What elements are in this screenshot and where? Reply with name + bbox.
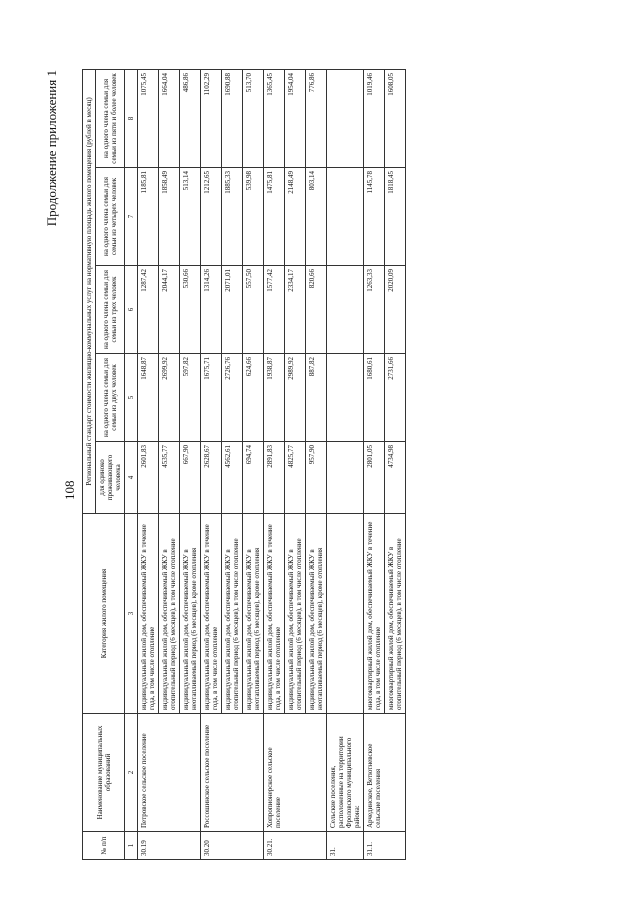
category-cell: индивидуальный жилой дом, обеспечиваемый ЖКУ в неотапливаемый период (6 месяцев), кроме отопления — [180, 514, 201, 714]
category-cell: индивидуальный жилой дом, обеспечиваемый ЖКУ в неотапливаемый период (6 месяцев), кроме отопления — [243, 514, 264, 714]
row-number: 31.1. — [364, 832, 406, 860]
value-cell: 2020,09 — [385, 266, 406, 354]
category-cell — [327, 514, 364, 714]
value-cell: 667,90 — [180, 442, 201, 514]
page-number: 108 — [62, 480, 77, 500]
header-number: № п/п — [83, 832, 125, 860]
value-cell: 803,14 — [306, 168, 327, 266]
value-cell: 4734,98 — [385, 442, 406, 514]
value-cell: 1475,81 — [264, 168, 285, 266]
value-cell: 4825,77 — [285, 442, 306, 514]
value-cell: 624,66 — [243, 354, 264, 442]
table-row — [364, 69, 385, 859]
value-cell: 486,86 — [180, 69, 201, 167]
column-number: 1 — [125, 832, 138, 860]
value-cell: 2601,83 — [138, 442, 159, 514]
value-cell: 1577,42 — [264, 266, 285, 354]
header-municipality: Наименование муниципальных образований — [83, 714, 125, 832]
category-cell: индивидуальный жилой дом, обеспечиваемый ЖКУ в неотапливаемый период (6 месяцев), кроме отопления — [306, 514, 327, 714]
category-cell: индивидуальный жилой дом, обеспечиваемый ЖКУ в отопительный период (6 месяцев), в том числе отопление — [222, 514, 243, 714]
value-cell: 1818,45 — [385, 168, 406, 266]
value-cell: 2334,17 — [285, 266, 306, 354]
header-two: на одного члена семьи для семьи из двух человек — [96, 354, 125, 442]
category-cell: индивидуальный жилой дом, обеспечиваемый ЖКУ в отопительный период (6 месяцев), в том числе отопление — [285, 514, 306, 714]
header-three: на одного члена семьи для семьи из трех человек — [96, 266, 125, 354]
table-row — [264, 69, 285, 859]
value-cell: 1608,05 — [385, 69, 406, 167]
table-row — [138, 69, 159, 859]
value-cell: 1212,65 — [201, 168, 222, 266]
value-cell: 4562,61 — [222, 442, 243, 514]
category-cell: индивидуальный жилой дом, обеспечиваемый ЖКУ в течение года, в том числе отопление — [264, 514, 285, 714]
header-group: Региональный стандарт стоимости жилищно-коммунальных услуг на нормативную площадь жилого помещения (рублей в месяц) — [83, 69, 96, 513]
value-cell: 2699,92 — [159, 354, 180, 442]
row-number: 31. — [327, 832, 364, 860]
appendix-label: Продолжение приложения 1 — [44, 70, 59, 227]
column-number: 8 — [125, 69, 138, 167]
category-cell: многоквартирный жилой дом, обеспечиваемый ЖКУ в течение года, в том числе отопление — [364, 514, 385, 714]
value-cell: 1680,61 — [364, 354, 385, 442]
value-cell: 2726,76 — [222, 354, 243, 442]
column-number: 5 — [125, 354, 138, 442]
value-cell: 597,82 — [180, 354, 201, 442]
value-cell: 557,50 — [243, 266, 264, 354]
value-cell: 513,70 — [243, 69, 264, 167]
table-row — [327, 69, 364, 859]
value-cell: 2044,17 — [159, 266, 180, 354]
value-cell — [327, 168, 364, 266]
header-four: на одного члена семьи для семьи из четырех человек — [96, 168, 125, 266]
row-number: 30.19 — [138, 832, 201, 860]
value-cell: 694,74 — [243, 442, 264, 514]
value-cell: 1314,26 — [201, 266, 222, 354]
municipality-name: Арчединское, Ветютневское сельские поселения — [364, 714, 406, 832]
category-cell: многоквартирный жилой дом, обеспечиваемый ЖКУ в отопительный период (6 месяцев), в том числе отопление — [385, 514, 406, 714]
column-number: 7 — [125, 168, 138, 266]
table-row — [201, 69, 222, 859]
column-number: 4 — [125, 442, 138, 514]
category-cell: индивидуальный жилой дом, обеспечиваемый ЖКУ в течение года, в том числе отопление — [138, 514, 159, 714]
value-cell: 776,86 — [306, 69, 327, 167]
value-cell — [327, 69, 364, 167]
value-cell: 2071,01 — [222, 266, 243, 354]
municipality-name: Россошинское сельское поселение — [201, 714, 264, 832]
value-cell: 2148,49 — [285, 168, 306, 266]
municipality-name: Петровское сельское поселение — [138, 714, 201, 832]
value-cell: 957,90 — [306, 442, 327, 514]
value-cell: 1664,04 — [159, 69, 180, 167]
standards-table — [82, 69, 406, 860]
value-cell: 2731,66 — [385, 354, 406, 442]
value-cell: 2891,83 — [264, 442, 285, 514]
column-numbers-row — [125, 69, 138, 859]
rotated-content — [44, 70, 624, 860]
value-cell — [327, 442, 364, 514]
value-cell: 1287,42 — [138, 266, 159, 354]
value-cell: 2801,05 — [364, 442, 385, 514]
value-cell: 2628,67 — [201, 442, 222, 514]
value-cell: 1145,78 — [364, 168, 385, 266]
value-cell: 1690,88 — [222, 69, 243, 167]
value-cell: 1648,87 — [138, 354, 159, 442]
header-five: на одного члена семьи для семьи из пяти и более человек — [96, 69, 125, 167]
value-cell: 820,66 — [306, 266, 327, 354]
category-cell: индивидуальный жилой дом, обеспечиваемый ЖКУ в течение года, в том числе отопление — [201, 514, 222, 714]
value-cell: 1675,71 — [201, 354, 222, 442]
value-cell: 1185,81 — [138, 168, 159, 266]
category-cell: индивидуальный жилой дом, обеспечиваемый ЖКУ в отопительный период (6 месяцев), в том числе отопление — [159, 514, 180, 714]
value-cell: 1954,04 — [285, 69, 306, 167]
row-number: 30.21. — [264, 832, 327, 860]
value-cell: 1019,46 — [364, 69, 385, 167]
value-cell: 887,82 — [306, 354, 327, 442]
value-cell: 1102,29 — [201, 69, 222, 167]
value-cell: 513,14 — [180, 168, 201, 266]
value-cell: 2989,92 — [285, 354, 306, 442]
header-single: для одиноко проживающего человека — [96, 442, 125, 514]
value-cell: 530,66 — [180, 266, 201, 354]
column-number: 2 — [125, 714, 138, 832]
header-category: Категория жилого помещения — [83, 514, 125, 714]
value-cell: 1365,45 — [264, 69, 285, 167]
municipality-name: Хопропионерское сельское поселение — [264, 714, 327, 832]
value-cell — [327, 354, 364, 442]
value-cell: 1263,33 — [364, 266, 385, 354]
value-cell: 1858,49 — [159, 168, 180, 266]
value-cell: 1885,33 — [222, 168, 243, 266]
municipality-name: Сельские поселения, расположенные на территории Фроловского муниципального района: — [327, 714, 364, 832]
value-cell: 539,98 — [243, 168, 264, 266]
value-cell: 1938,87 — [264, 354, 285, 442]
row-number: 30.20 — [201, 832, 264, 860]
column-number: 6 — [125, 266, 138, 354]
value-cell — [327, 266, 364, 354]
column-number: 3 — [125, 514, 138, 714]
value-cell: 4535,77 — [159, 442, 180, 514]
value-cell: 1075,45 — [138, 69, 159, 167]
